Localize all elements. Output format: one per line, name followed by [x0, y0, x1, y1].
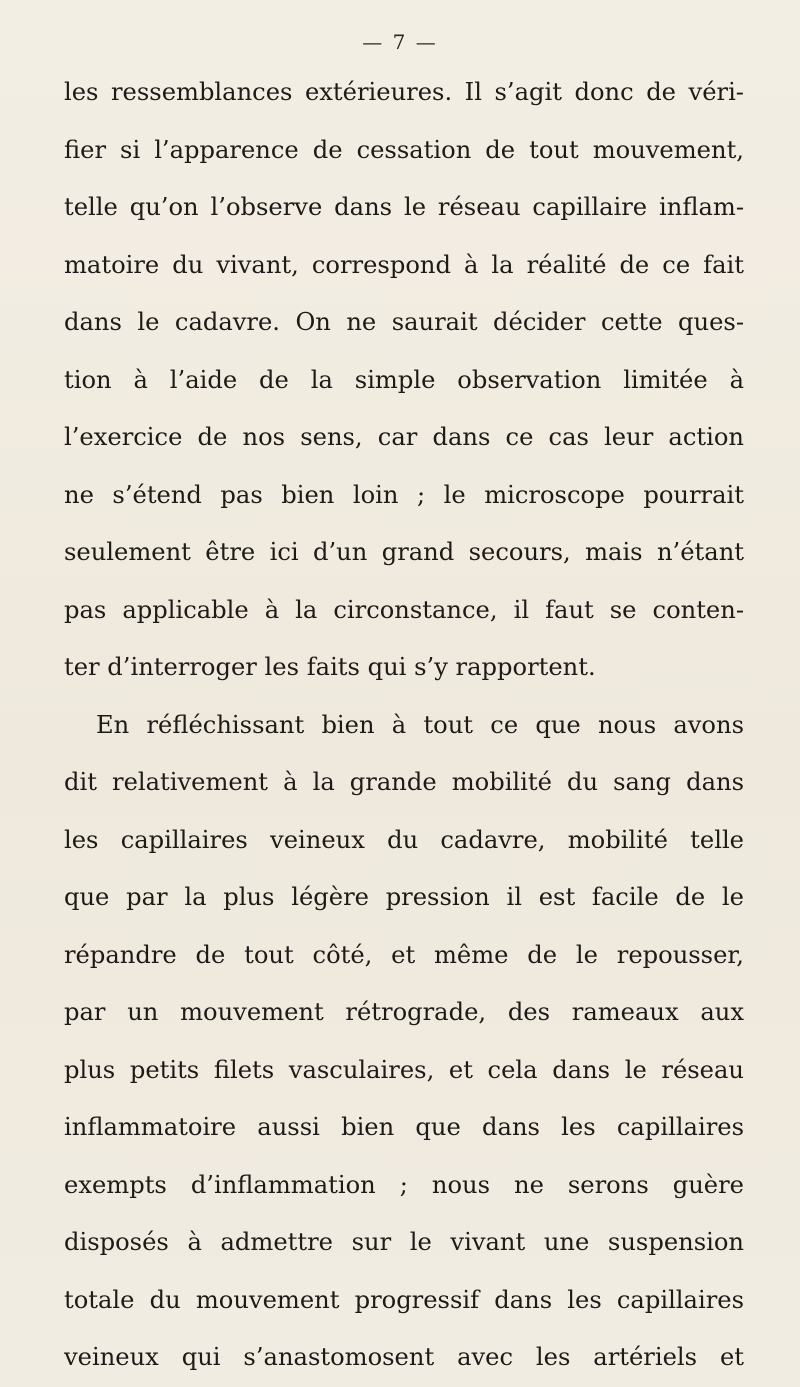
text-line: seulement être ici d’un grand secours, mais n’étant	[64, 538, 744, 566]
text-line: les capillaires veineux du cadavre, mobilité telle	[64, 825, 744, 854]
text-line: totale du mouvement progressif dans les capillaires	[64, 1285, 744, 1314]
text-line: les ressemblances extérieures. Il s’agit donc de véri-	[64, 78, 744, 106]
text-line: exempts d’inflammation ; nous ne serons guère	[64, 1170, 744, 1199]
text-line: telle qu’on l’observe dans le réseau capillaire inflam-	[64, 193, 744, 221]
text-line: l’exercice de nos sens, car dans ce cas leur action	[64, 423, 744, 451]
text-line: ne s’étend pas bien loin ; le microscope pourrait	[64, 480, 744, 509]
text-line: dans le cadavre. On ne saurait décider cette ques-	[64, 308, 744, 336]
paragraph-start-line: En réfléchissant bien à tout ce que nous avons	[96, 710, 744, 739]
text-line: répandre de tout côté, et même de le repousser,	[64, 940, 744, 969]
text-line: que par la plus légère pression il est facile de le	[64, 883, 744, 911]
text-line: fier si l’apparence de cessation de tout mouvement,	[64, 135, 744, 164]
body-text	[64, 64, 744, 1387]
text-line: par un mouvement rétrograde, des rameaux aux	[64, 998, 744, 1026]
text-line: veineux qui s’anastomosent avec les artériels et	[64, 1343, 744, 1371]
paragraph-end-line: ter d’interroger les faits qui s’y rapportent.	[64, 653, 596, 681]
page-number: — 7 —	[362, 30, 438, 54]
text-line: plus petits filets vasculaires, et cela dans le réseau	[64, 1055, 744, 1084]
text-line: disposés à admettre sur le vivant une suspension	[64, 1228, 744, 1256]
text-line: pas applicable à la circonstance, il faut se conten-	[64, 595, 744, 624]
text-line: tion à l’aide de la simple observation limitée à	[64, 365, 744, 394]
text-line: inflammatoire aussi bien que dans les capillaires	[64, 1113, 744, 1141]
text-line: dit relativement à la grande mobilité du sang dans	[64, 768, 744, 796]
text-line: matoire du vivant, correspond à la réalité de ce fait	[64, 250, 744, 279]
